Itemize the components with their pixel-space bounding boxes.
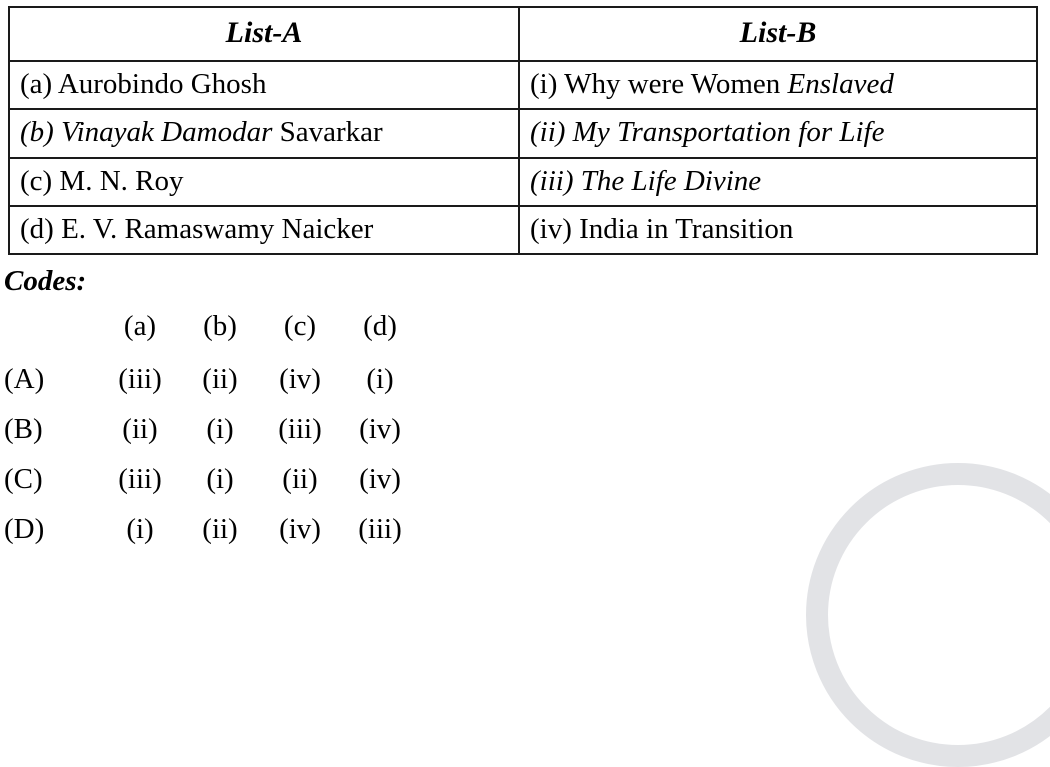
watermark-arc xyxy=(806,463,1050,767)
codes-option-d-value-a: (i) xyxy=(126,513,154,546)
codes-option-c-value-d: (iv) xyxy=(359,463,401,496)
list-a-item-d-text: (d) E. V. Ramaswamy Naicker xyxy=(20,213,374,245)
list-a-item-c-text: (c) M. N. Roy xyxy=(20,164,184,197)
codes-option-a-value-d: (i) xyxy=(366,363,394,396)
list-a-item-c xyxy=(9,158,519,206)
table-row xyxy=(9,61,1037,109)
list-a-item-a xyxy=(9,61,519,109)
table-row xyxy=(9,158,1037,206)
codes-option-label-d[interactable]: (D) xyxy=(4,513,45,546)
list-b-item-i xyxy=(519,61,1037,109)
codes-column-header-a: (a) xyxy=(123,310,157,343)
codes-option-row-d[interactable] xyxy=(4,515,420,565)
codes-option-label-b[interactable]: (B) xyxy=(4,413,43,446)
codes-option-d-value-d: (iii) xyxy=(358,513,402,546)
codes-option-label-c[interactable]: (C) xyxy=(4,463,43,496)
codes-option-label-a[interactable]: (A) xyxy=(4,363,45,396)
codes-option-b-value-b: (i) xyxy=(206,413,234,446)
codes-option-d-value-b: (ii) xyxy=(202,513,238,546)
list-b-item-iii xyxy=(519,158,1037,206)
match-the-following-table xyxy=(8,6,1038,255)
codes-option-a-value-b: (ii) xyxy=(202,363,238,396)
list-a-item-b xyxy=(9,109,519,157)
codes-option-d-value-c: (iv) xyxy=(279,513,321,546)
list-b-item-i-title: Enslaved xyxy=(787,67,894,100)
codes-option-row-a[interactable] xyxy=(4,365,420,415)
table-row xyxy=(9,109,1037,157)
codes-option-a-value-c: (iv) xyxy=(279,363,321,396)
codes-option-b-value-a: (ii) xyxy=(122,413,158,446)
list-b-item-iv-text: (iv) India in Transition xyxy=(530,213,794,245)
list-b-item-ii xyxy=(519,109,1037,157)
list-a-item-a-text: (a) Aurobindo Ghosh xyxy=(20,67,267,100)
column-header-list-a: List-A xyxy=(9,7,519,61)
list-a-item-b-italic-text: (b) Vinayak Damodar xyxy=(20,116,273,149)
codes-option-b-value-c: (iii) xyxy=(278,413,322,446)
codes-option-b-value-d: (iv) xyxy=(359,413,401,446)
table-row xyxy=(9,206,1037,254)
codes-option-row-b[interactable] xyxy=(4,415,420,465)
codes-label: Codes: xyxy=(4,265,87,298)
codes-option-c-value-b: (i) xyxy=(206,463,234,496)
codes-option-c-value-a: (iii) xyxy=(118,463,162,496)
codes-option-a-value-a: (iii) xyxy=(118,363,162,396)
list-b-item-iii-text: (iii) The Life Divine xyxy=(530,164,762,197)
list-a-item-b-text: Savarkar xyxy=(272,116,383,149)
table-header-row xyxy=(9,7,1037,61)
codes-column-header-d: (d) xyxy=(363,310,397,343)
list-b-item-ii-text: (ii) My Transportation for Life xyxy=(530,116,885,149)
list-b-item-i-text: (i) Why were Women xyxy=(530,67,788,100)
list-a-item-d xyxy=(9,206,519,254)
codes-option-row-c[interactable] xyxy=(4,465,420,515)
codes-answer-grid xyxy=(4,312,420,565)
column-header-list-b: List-B xyxy=(519,7,1037,61)
codes-column-header-c: (c) xyxy=(283,310,317,343)
codes-column-header-row xyxy=(4,312,420,365)
list-b-item-iv xyxy=(519,206,1037,254)
codes-option-c-value-c: (ii) xyxy=(282,463,318,496)
codes-corner-cell xyxy=(4,312,100,365)
codes-column-header-b: (b) xyxy=(203,310,237,343)
